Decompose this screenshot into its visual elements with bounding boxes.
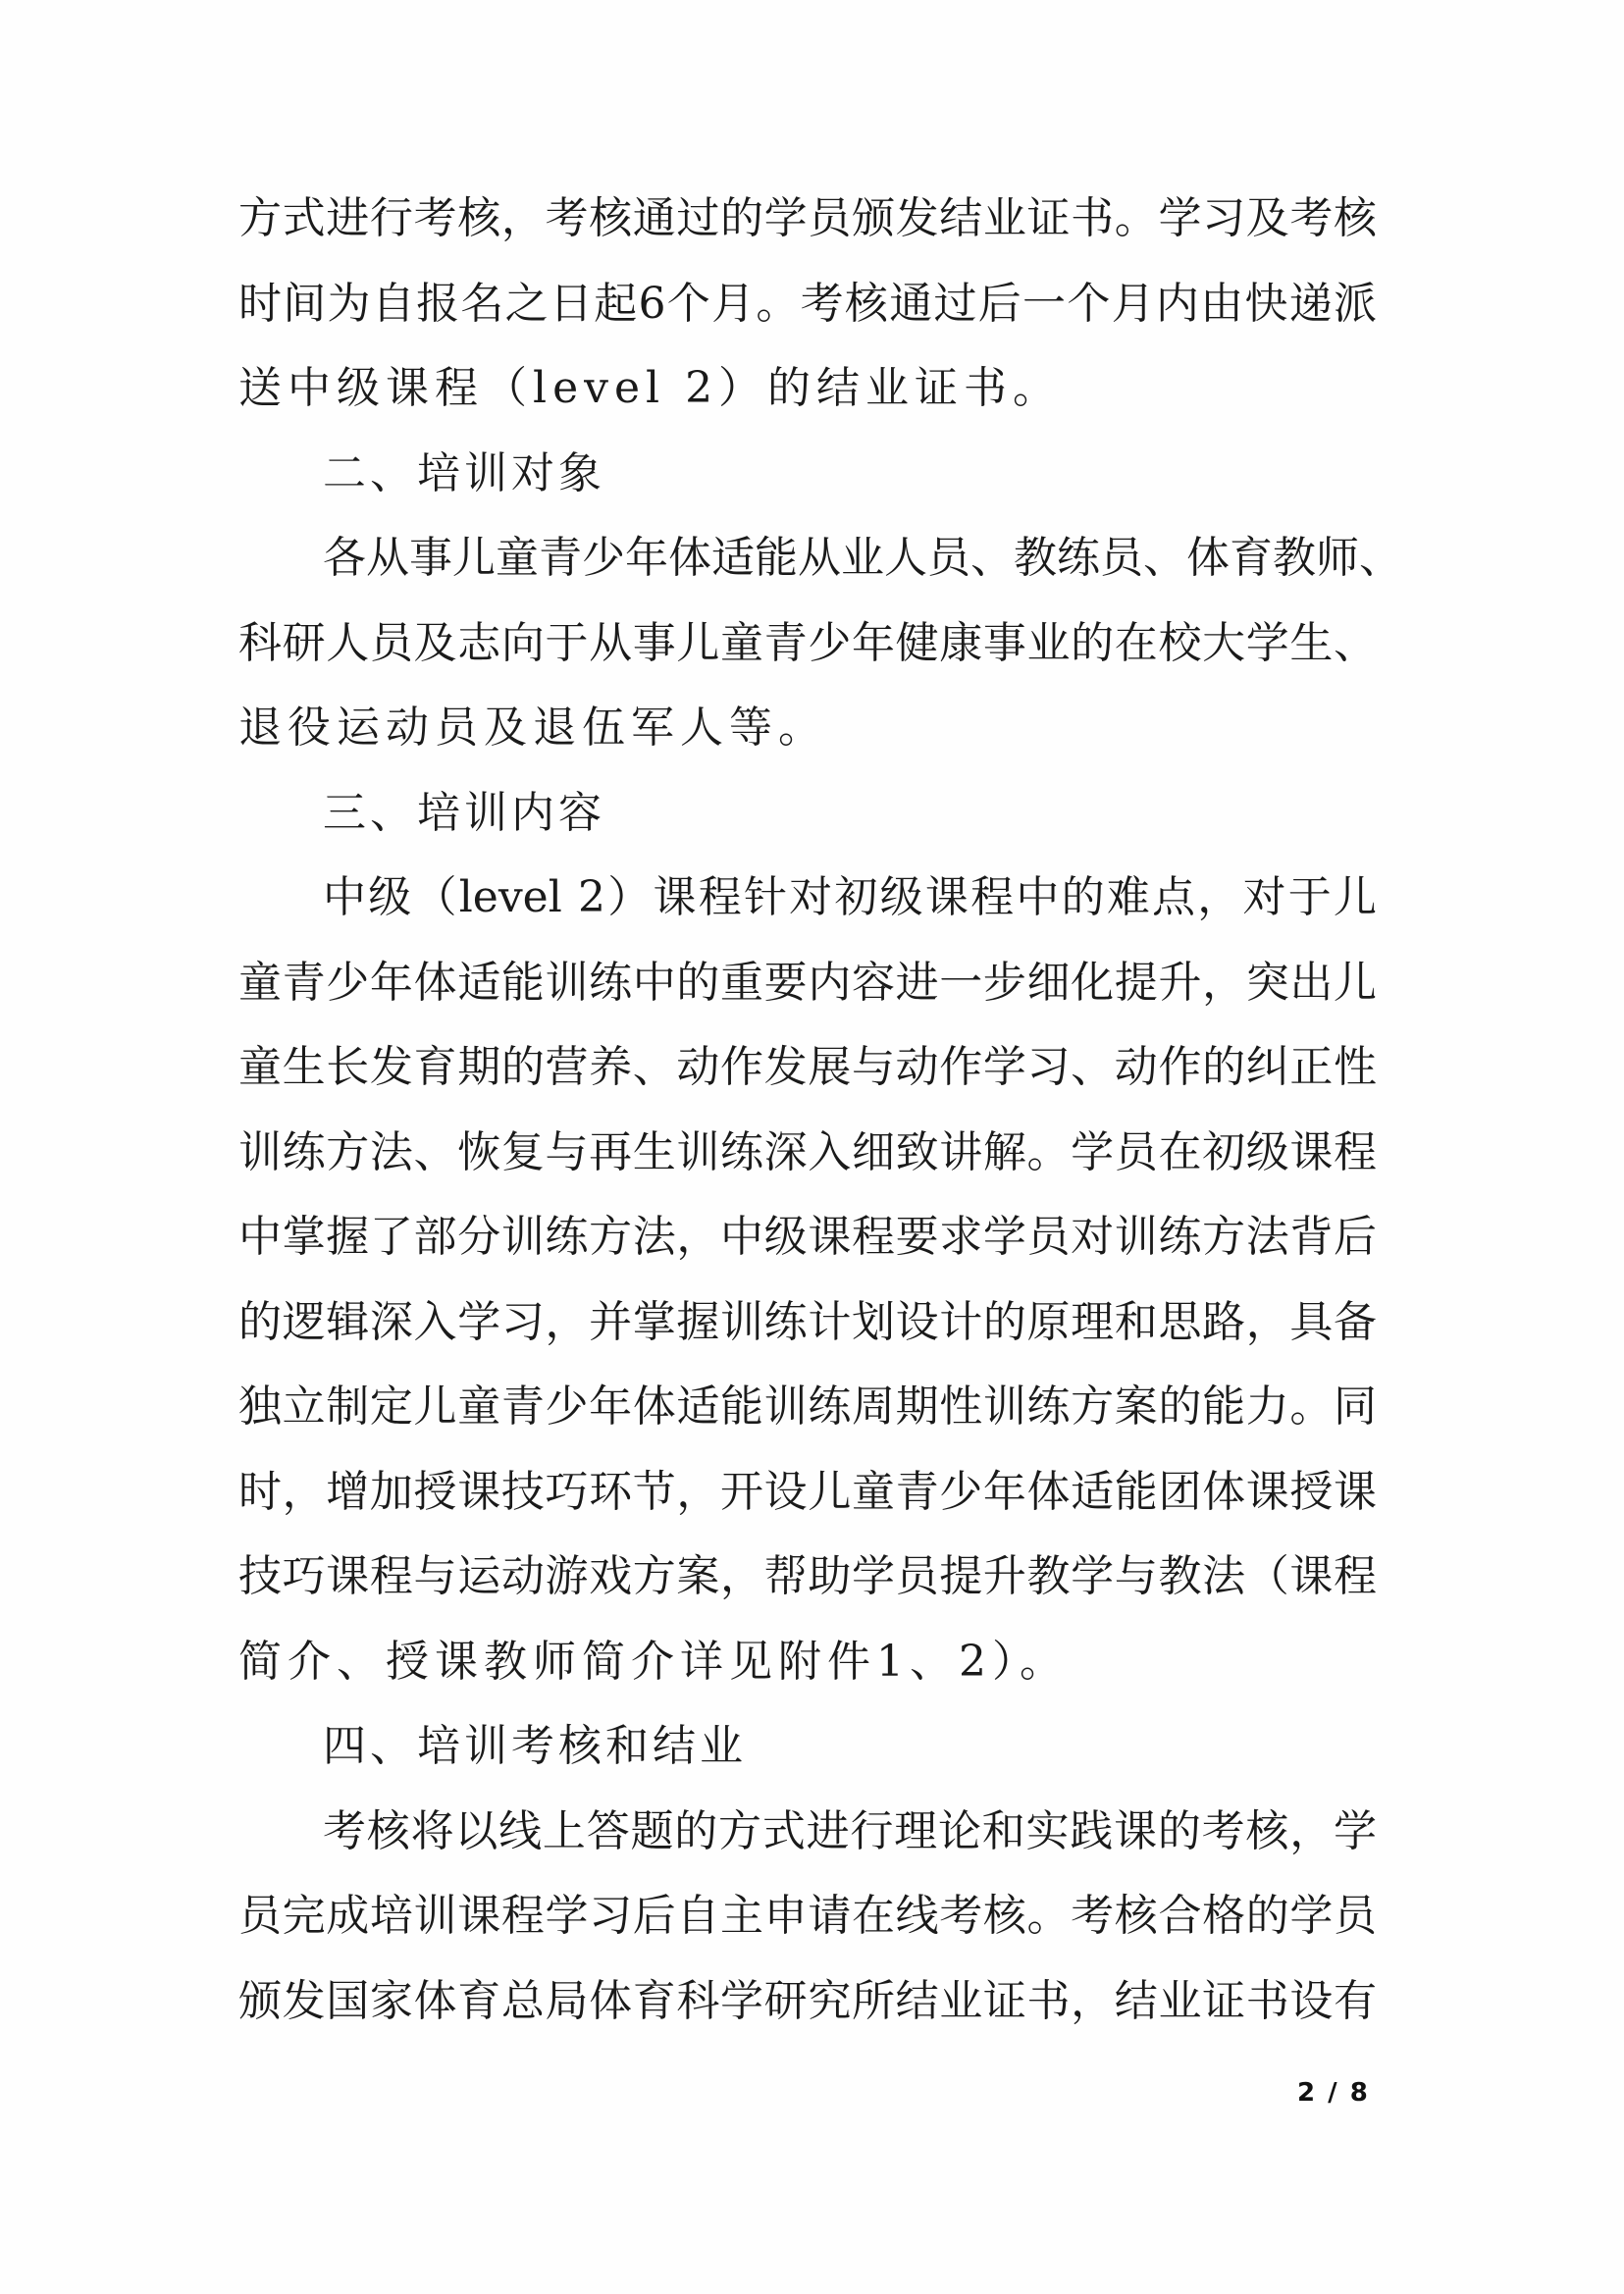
paragraph-line: 中级（level 2）课程针对初级课程中的难点，对于儿: [323, 872, 1377, 922]
paragraph-line: 时，增加授课技巧环节，开设儿童青少年体适能团体课授课: [238, 1466, 1377, 1517]
section-heading-targets: 二、培训对象: [323, 447, 605, 498]
paragraph-line: 中掌握了部分训练方法，中级课程要求学员对训练方法背后: [238, 1212, 1377, 1262]
paragraph-line: 退役运动员及退伍军人等。: [238, 703, 827, 753]
paragraph-line: 独立制定儿童青少年体适能训练周期性训练方案的能力。同: [238, 1382, 1377, 1432]
paragraph-line: 考核将以线上答题的方式进行理论和实践课的考核，学: [323, 1805, 1377, 1856]
paragraph-line: 童青少年体适能训练中的重要内容进一步细化提升，突出儿: [238, 957, 1377, 1008]
paragraph-line: 方式进行考核，考核通过的学员颁发结业证书。学习及考核: [238, 193, 1377, 243]
section-heading-content: 三、培训内容: [323, 787, 605, 838]
paragraph-line: 的逻辑深入学习，并掌握训练计划设计的原理和思路，具备: [238, 1296, 1377, 1347]
section-heading-assessment: 四、培训考核和结业: [323, 1721, 747, 1771]
paragraph-line: 训练方法、恢复与再生训练深入细致讲解。学员在初级课程: [238, 1126, 1377, 1177]
paragraph-line: 童生长发育期的营养、动作发展与动作学习、动作的纠正性: [238, 1042, 1377, 1092]
paragraph-line: 科研人员及志向于从事儿童青少年健康事业的在校大学生、: [238, 617, 1377, 668]
page-number: 2 / 8: [1297, 2078, 1370, 2108]
paragraph-line: 时间为自报名之日起6个月。考核通过后一个月内由快递派: [238, 278, 1377, 329]
paragraph-line: 技巧课程与运动游戏方案，帮助学员提升教学与教法（课程: [238, 1551, 1377, 1601]
paragraph-line: 员完成培训课程学习后自主申请在线考核。考核合格的学员: [238, 1891, 1377, 1941]
paragraph-line: 各从事儿童青少年体适能从业人员、教练员、体育教师、: [323, 533, 1402, 583]
document-body: [238, 177, 1402, 2044]
paragraph-line: 简介、授课教师简介详见附件1、2）。: [238, 1636, 1069, 1687]
paragraph-line: 送中级课程（level 2）的结业证书。: [238, 363, 1063, 413]
paragraph-line: 颁发国家体育总局体育科学研究所结业证书，结业证书设有: [238, 1975, 1377, 2026]
